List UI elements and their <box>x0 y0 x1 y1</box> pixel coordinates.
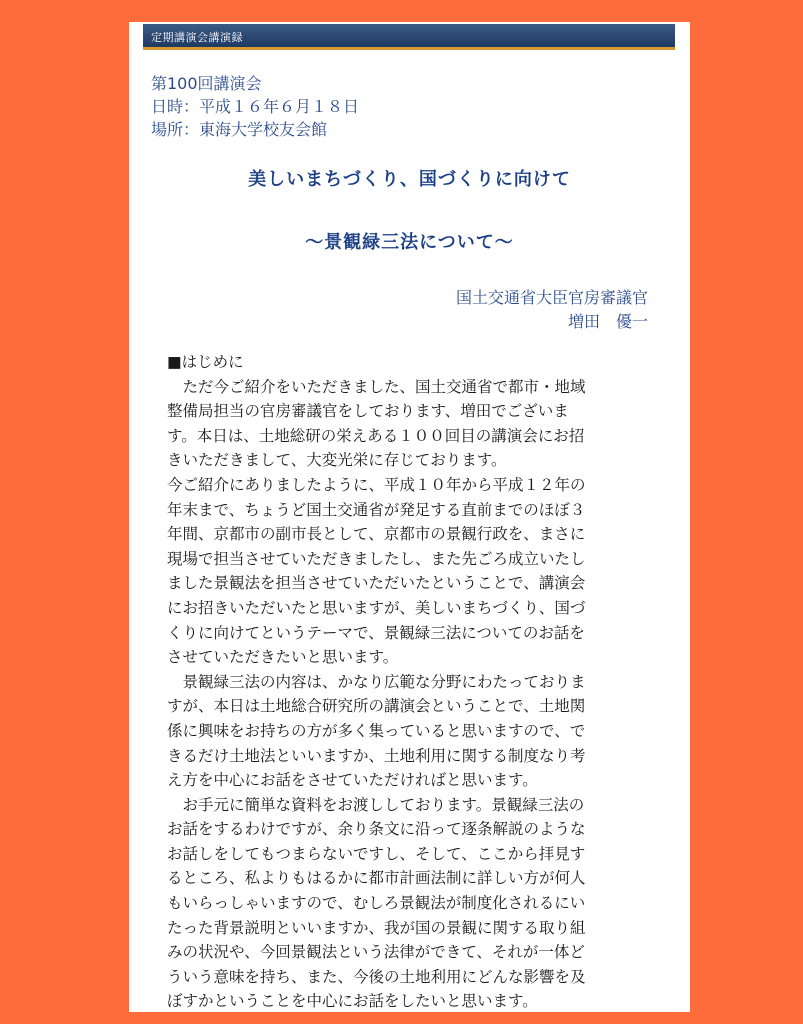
author-name: 増田 優一 <box>567 312 648 331</box>
body-line: みの状況や、今回景観法という法律ができて、それが一体ど <box>167 943 585 962</box>
body-line: 年間、京都市の副市長として、京都市の景観行政を、まさに <box>167 525 586 544</box>
author-block <box>456 286 648 334</box>
body-line: 係に興味をお持ちの方が多く集っていると思いますので、で <box>167 721 586 740</box>
body-line: ういう意味を持ち、また、今後の土地利用にどんな影響を及 <box>167 967 586 986</box>
body-line: くりに向けてというテーマで、景観緑三法についてのお話を <box>167 623 585 642</box>
document-page <box>129 22 690 1012</box>
section-heading: ■はじめに <box>167 353 244 371</box>
body-line: お話をするわけですが、余り条文に沿って逐条解説のような <box>167 820 586 839</box>
body-line: え方を中心にお話をさせていただければと思います。 <box>167 771 538 790</box>
body-line: ぼすかということを中心にお話をしたいと思います。 <box>167 992 538 1011</box>
body-line: もいらっしゃいますので、むしろ景観法が制度化されるにい <box>167 894 586 913</box>
body-line: きるだけ土地法といいますか、土地利用に関する制度なり考 <box>167 746 586 765</box>
body-line: るところ、私よりもはるかに都市計画法制に詳しい方が何人 <box>167 869 586 888</box>
header-bar <box>143 24 675 50</box>
body-line: す。本日は、土地総研の栄えある１００回目の講演会にお招 <box>167 426 585 445</box>
body-line: 整備局担当の官房審議官をしております、増田でございま <box>167 402 569 421</box>
body-line: お手元に簡単な資料をお渡ししております。景観緑三法の <box>167 795 585 814</box>
lecture-place: 場所：東海大学校友会館 <box>151 120 328 139</box>
body-line: たった背景説明といいますか、我が国の景観に関する取り組 <box>167 918 586 937</box>
body-line: お話しをしてもつまらないですし、そして、ここから拝見す <box>167 844 586 863</box>
body-line: ました景観法を担当させていただいたということで、講演会 <box>167 574 586 593</box>
sub-title: ～景観緑三法について～ <box>305 232 514 253</box>
body-line: ただ今ご紹介をいただきました、国土交通省で都市・地域 <box>167 377 586 396</box>
main-title: 美しいまちづくり、国づくりに向けて <box>248 169 571 190</box>
body-line: 景観緑三法の内容は、かなり広範な分野にわたっておりま <box>167 672 586 691</box>
body-text <box>167 350 667 1012</box>
body-line: 現場で担当させていただきましたし、また先ごろ成立いたし <box>167 549 586 568</box>
body-line: すが、本日は土地総合研究所の講演会ということで、土地関 <box>167 697 586 716</box>
author-position: 国土交通省大臣官房審議官 <box>455 288 648 307</box>
lecture-number: 第100回講演会 <box>151 74 262 93</box>
body-line: にお招きいただいたと思いますが、美しいまちづくり、国づ <box>167 598 586 617</box>
lecture-date: 日時：平成１６年６月１８日 <box>151 97 360 116</box>
header-label: 定期講演会講演録 <box>151 31 243 44</box>
lecture-meta <box>151 72 359 141</box>
body-line: させていただきたいと思います。 <box>167 648 399 667</box>
body-line: きいただきまして、大変光栄に存じております。 <box>167 451 507 470</box>
body-line: 年末まで、ちょうど国土交通省が発足する直前までのほぼ３ <box>167 500 586 519</box>
body-line: 今ご紹介にありましたように、平成１０年から平成１２年の <box>167 475 586 494</box>
